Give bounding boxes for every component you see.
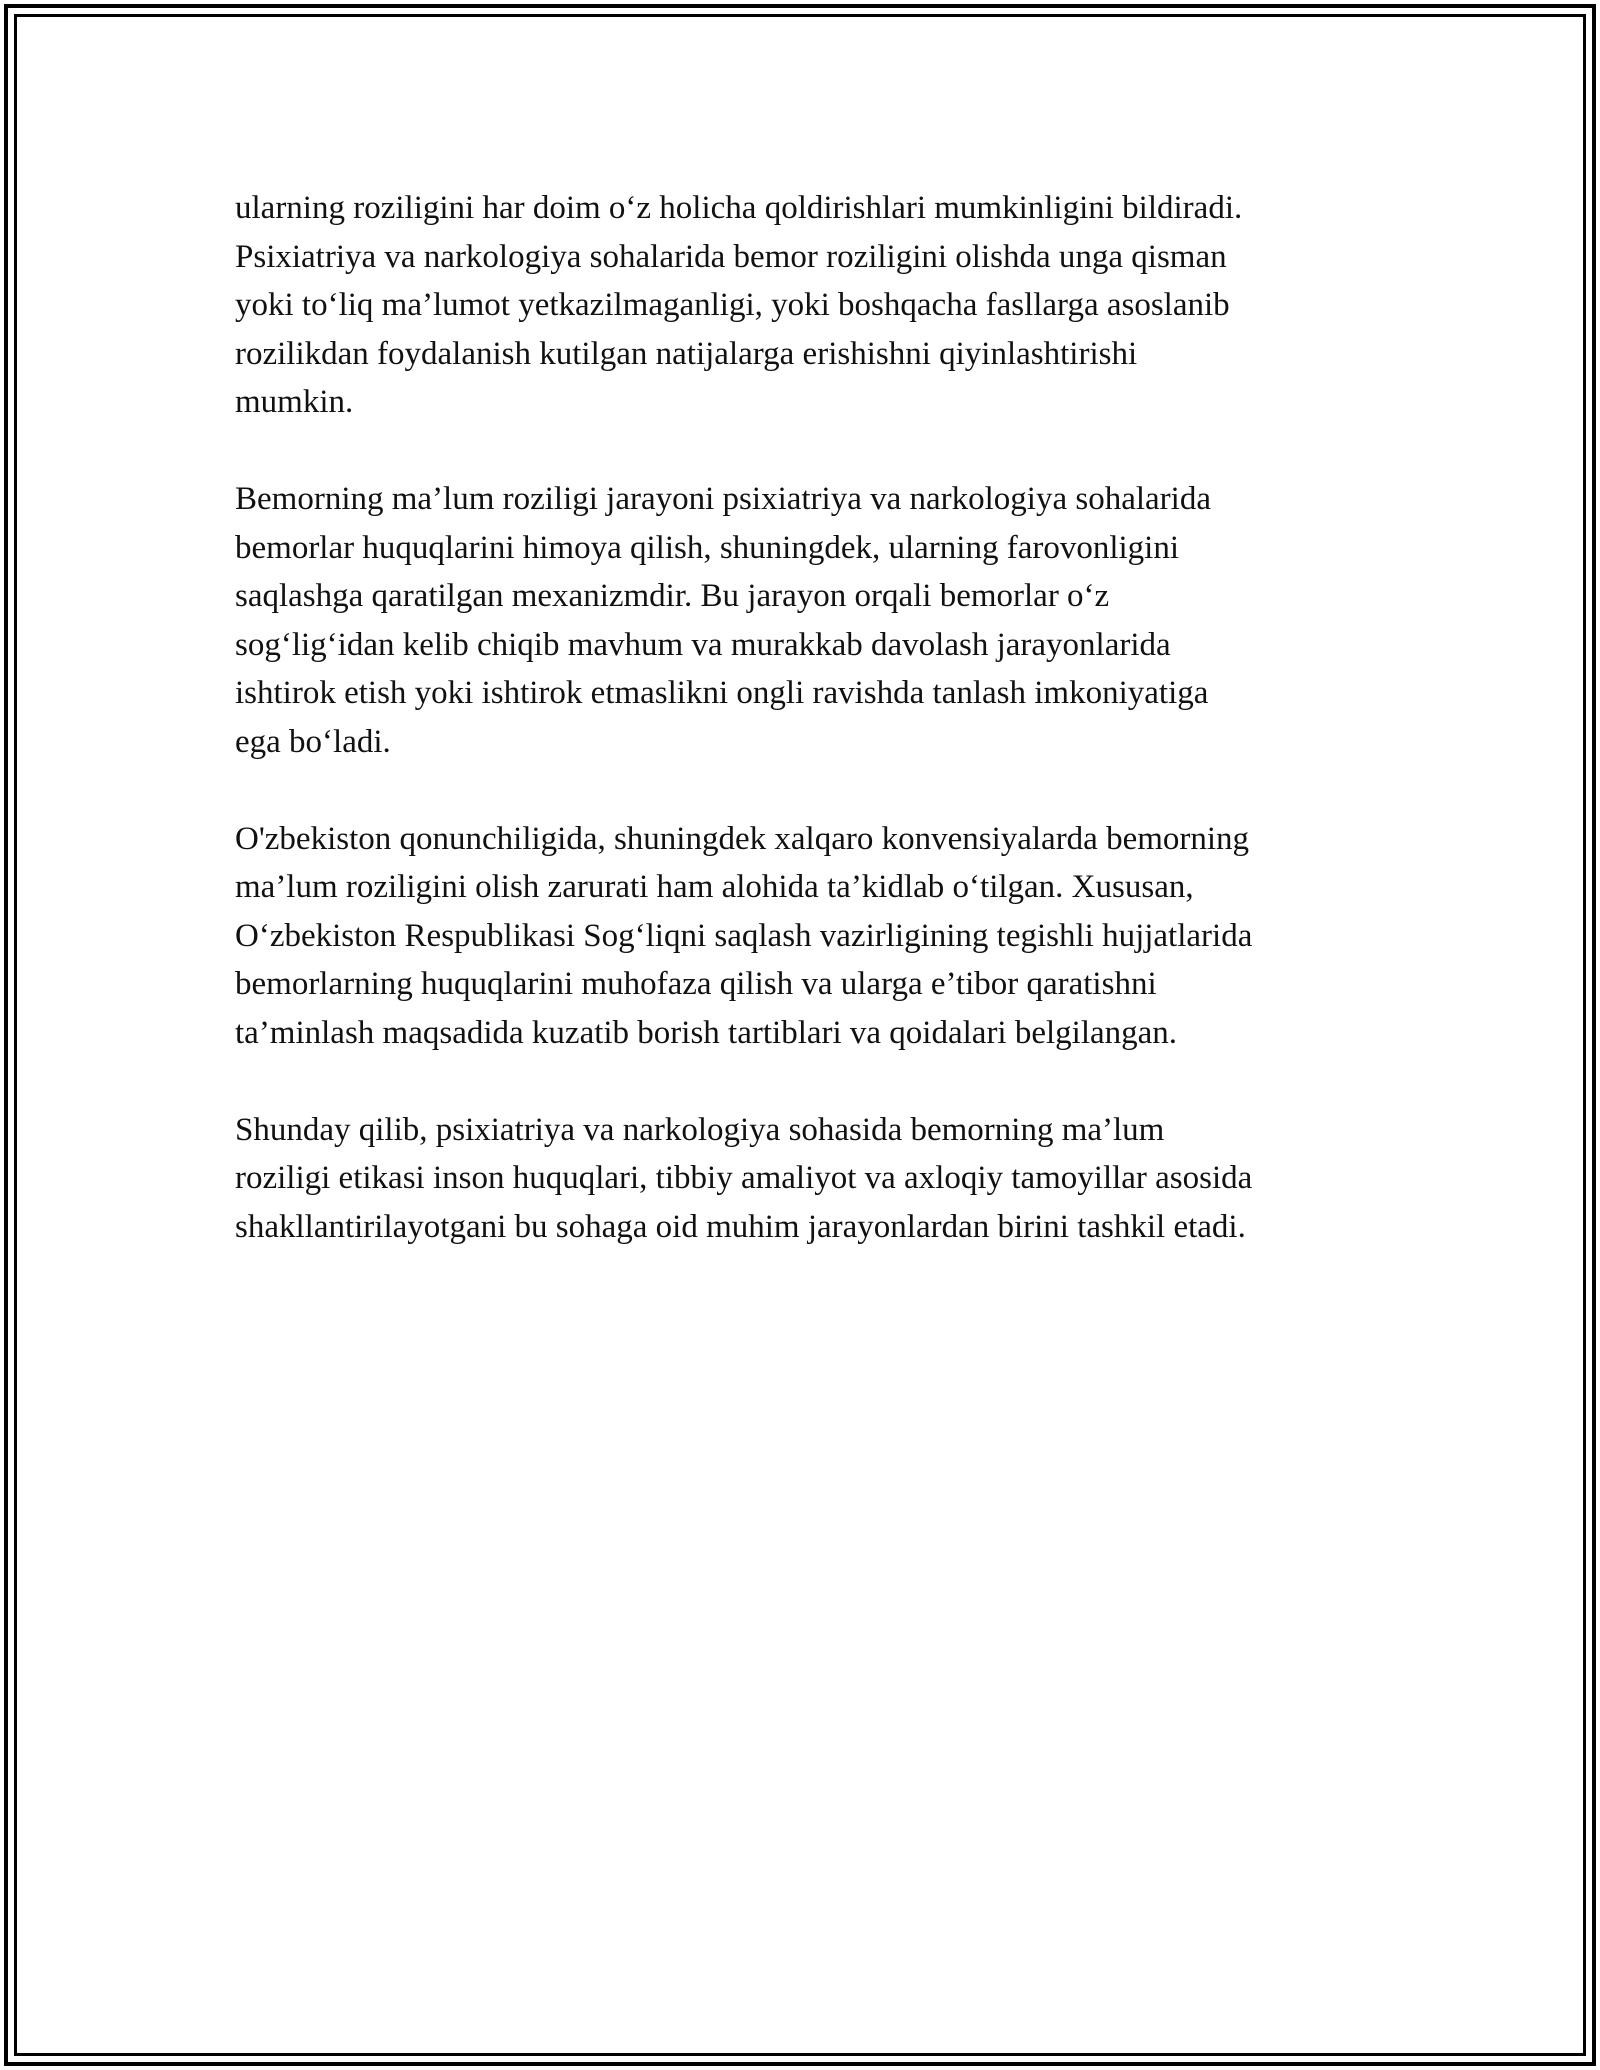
document-body	[235, 184, 1410, 1300]
paragraph-2: Bemorning ma’lum roziligi jarayoni psixiatriya va narkologiya sohalarida bemorlar huquqlarini himoya qilish, shuningdek, ularning farovonligini saqlashga qaratilgan mexanizmdir. Bu jarayon orqali bemorlar o‘z sog‘lig‘idan kelib chiqib mavhum va murakkab davolash jarayonlarida ishtirok etish yoki ishtirok etmaslikni ongli ravishda tanlash imkoniyatiga ega bo‘ladi.	[235, 481, 1211, 760]
paragraph-3: O'zbekiston qonunchiligida, shuningdek xalqaro konvensiyalarda bemorning ma’lum roziligini olish zarurati ham alohida ta’kidlab o‘tilgan. Xususan, O‘zbekiston Respublikasi Sog‘liqni saqlash vazirligining tegishli hujjatlarida bemorlarning huquqlarini muhofaza qilish va ularga e’tibor qaratishni ta’minlash maqsadida kuzatib borish tartiblari va qoidalari belgilangan.	[235, 820, 1253, 1051]
paragraph-4: Shunday qilib, psixiatriya va narkologiya sohasida bemorning ma’lum roziligi etikasi inson huquqlari, tibbiy amaliyot va axloqiy tamoyillar asosida shakllantirilayotgani bu sohaga oid muhim jarayonlardan birini tashkil etadi.	[235, 1111, 1253, 1245]
paragraph-1: ularning roziligini har doim o‘z holicha qoldirishlari mumkinligini bildiradi. Psixiatriya va narkologiya sohalarida bemor roziligini olishda unga qisman yoki to‘liq ma’lumot yetkazilmaganligi, yoki boshqacha fasllarga asoslanib rozilikdan foydalanish kutilgan natijalarga erishishni qiyinlashtirishi mumkin.	[235, 190, 1243, 420]
